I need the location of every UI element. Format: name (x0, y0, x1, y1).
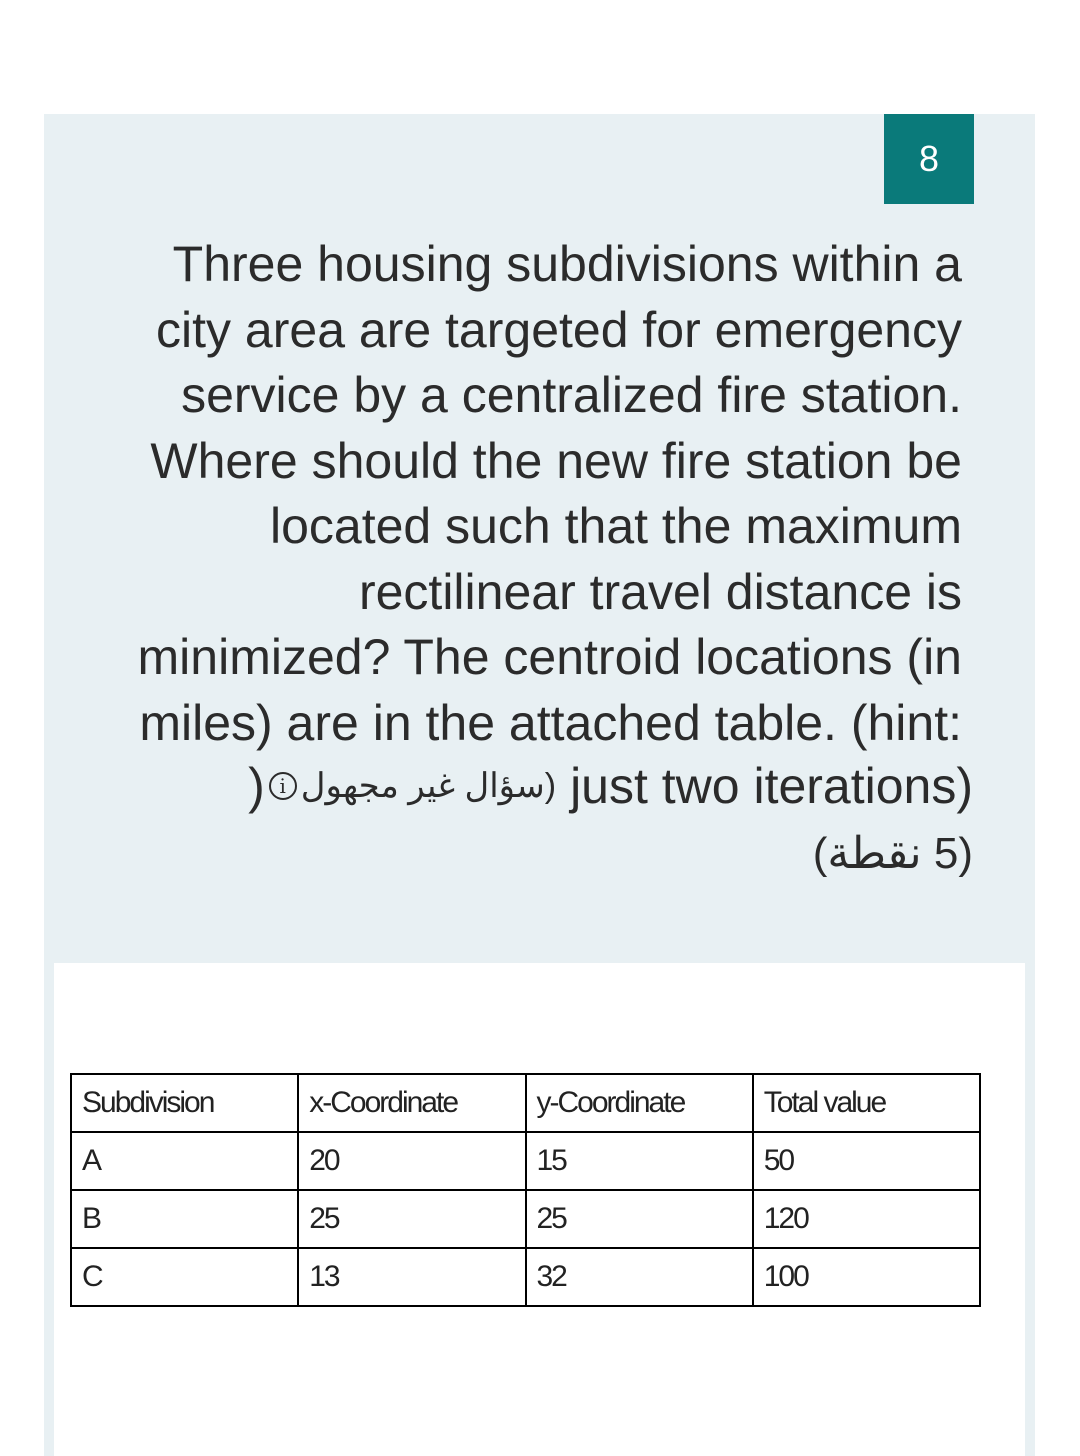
table-row (71, 1248, 980, 1306)
table-header-cell: Subdivision (71, 1074, 298, 1132)
table-header-row (71, 1074, 980, 1132)
info-icon[interactable]: i (269, 772, 297, 800)
table-cell: C (71, 1248, 298, 1306)
table-cell: 25 (526, 1190, 753, 1248)
table-cell: A (71, 1132, 298, 1190)
question-text-continuation: just two iterations) (570, 758, 973, 814)
question-number-badge: 8 (884, 114, 974, 204)
centroid-table (70, 1073, 981, 1307)
table-cell: 32 (526, 1248, 753, 1306)
table-cell: 120 (753, 1190, 980, 1248)
table-cell: 25 (298, 1190, 525, 1248)
table-row (71, 1132, 980, 1190)
table-cell: 13 (298, 1248, 525, 1306)
table-cell: 50 (753, 1132, 980, 1190)
table-header-cell: y-Coordinate (526, 1074, 753, 1132)
table-cell: B (71, 1190, 298, 1248)
table-header-cell: Total value (753, 1074, 980, 1132)
question-meta-line (248, 757, 973, 815)
table-cell: 100 (753, 1248, 980, 1306)
attached-image (54, 963, 1025, 1456)
question-card (44, 114, 1035, 1456)
points-label: (5 نقطة) (812, 829, 973, 878)
anonymous-tag: (سؤال غير مجهول (300, 767, 557, 805)
table-row (71, 1190, 980, 1248)
question-tag-close: ) (248, 758, 265, 814)
table-cell: 20 (298, 1132, 525, 1190)
table-header-cell: x-Coordinate (298, 1074, 525, 1132)
table-cell: 15 (526, 1132, 753, 1190)
question-text: Three housing subdivisions within a city area are targeted for emergency service by a centralized fire station. Where should the new fire station be located such that the maximum rectilinear travel distance is minimized? The centroid locations (in miles) are in the attached table. (hint: (137, 236, 962, 751)
